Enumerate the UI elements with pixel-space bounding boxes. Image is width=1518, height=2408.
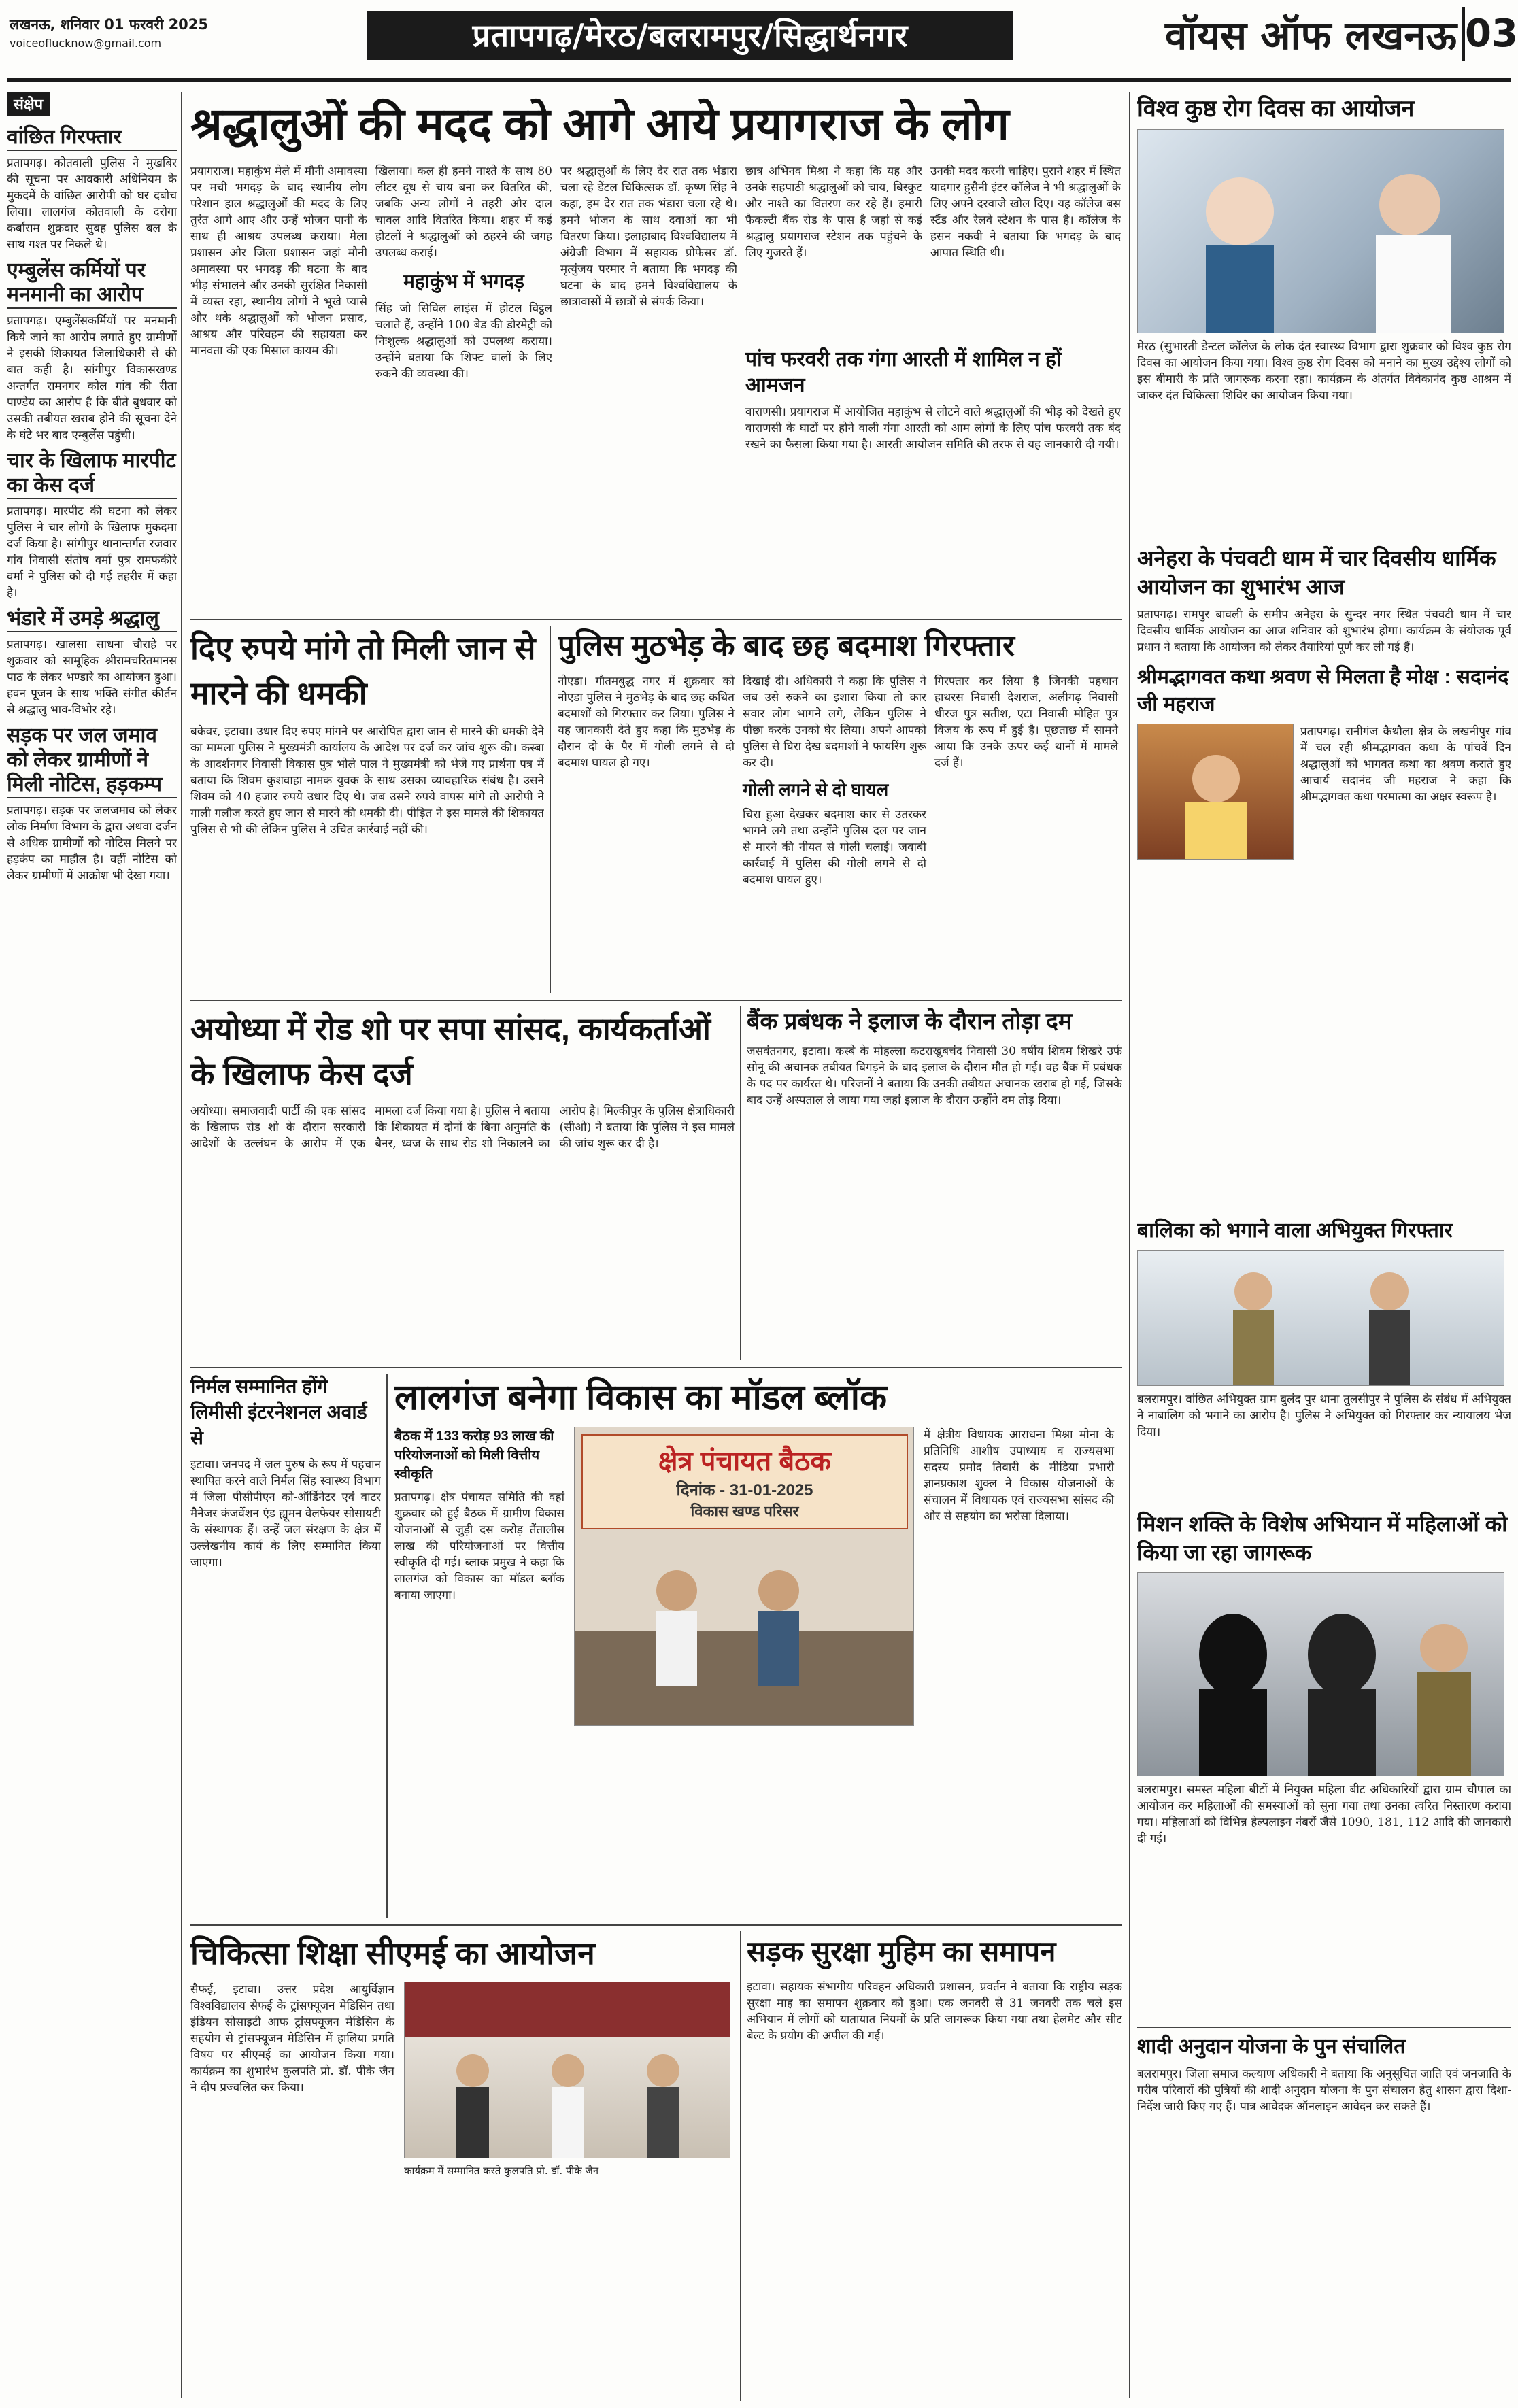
leprosy-story bbox=[1137, 94, 1511, 536]
leprosy-photo bbox=[1137, 129, 1504, 333]
arrest-body: बलरामपुर। वांछित अभियुक्त ग्राम बुलंद पुर थाना तुलसीपुर ने पुलिस के संबंध में अभियुक्त ने नाबालिग को भगाने का आरोप है। पुलिस ने अभियुक्त को गिरफ्तार कर न्यायालय भेज दिया। bbox=[1137, 1393, 1511, 1439]
threat-headline: दिए रुपये मांगे तो मिली जान से मारने की धमकी bbox=[190, 630, 536, 711]
bank-story bbox=[747, 1006, 1122, 1360]
ayodhya-story bbox=[190, 1006, 735, 1360]
lalganj-story bbox=[394, 1374, 1122, 1918]
lead-subhead: महाकुंभ में भगदड़ bbox=[403, 271, 524, 292]
brief-title: भंडारे में उमड़े श्रद्धालु bbox=[7, 607, 177, 632]
brief-body: प्रतापगढ़। कोतवाली पुलिस ने मुखबिर की सूचना पर आवकारी अधिनियम के मुकदमें के वांछित आरोपी को घर दबोच लिया। लालगंज कोतवाली के दरोगा कर्बाराम शुक्रवार सुबह पुलिस बल के साथ गश्त पर निकले थे। bbox=[7, 156, 177, 252]
ayodhya-headline: अयोध्या में रोड शो पर सपा सांसद, कार्यकर्ताओं के खिलाफ केस दर्ज bbox=[190, 1011, 711, 1091]
lead-col-3: पर श्रद्धालुओं के लिए देर रात तक भंडारा चला रहे डेंटल चिकित्सक डॉ. कृष्ण सिंह ने कहा, हम देर रात तक भंडारा चला रहे थे। हमने भोजन के साथ दवाओं का भी वितरण किया। इलाहाबाद विश्वविद्यालय में अंग्रेजी विभाग में सहायक प्रोफेसर डॉ. मृत्युंजय परमार ने बताया कि भगदड़ की घटना के बाद हमने विश्वविद्यालय के छात्रावासों में छात्रों से संपर्क किया। bbox=[560, 165, 737, 309]
section-cities: प्रतापगढ़/मेरठ/बलरामपुर/सिद्धार्थनगर bbox=[367, 11, 1013, 60]
arrest-headline: बालिका को भगाने वाला अभियुक्त गिरफ्तार bbox=[1137, 1219, 1453, 1242]
contact-email: voiceoflucknow@gmail.com bbox=[10, 37, 162, 50]
lead-sub-body: वाराणसी। प्रयागराज में आयोजित महाकुंभ से लौटने वाले श्रद्धालुओं की भीड़ को देखते हुए वाराणसी के घाटों पर होने वाली गंगा आरती को आम लोगों के लिए पांच फरवरी तक बंद रखने का फैसला किया गया है। आरती आयोजन समिति की तरफ से यह जानकारी दी गयी। bbox=[745, 405, 1121, 452]
lead-sub-headline: पांच फरवरी तक गंगा आरती में शामिल न हों आमजन bbox=[745, 348, 1062, 396]
bank-headline: बैंक प्रबंधक ने इलाज के दौरान तोड़ा दम bbox=[747, 1008, 1073, 1034]
lead-headline: श्रद्धालुओं की मदद को आगे आये प्रयागराज के लोग bbox=[190, 99, 1009, 149]
medical-body: सैफई, इटावा। उत्तर प्रदेश आयुर्विज्ञान विश्वविद्यालय सैफई के ट्रांसफ्यूजन मेडिसिन तथा इंडियन सोसाइटी आफ ट्रांसफ्यूजन मेडिसिन के सहयोग से ट्रांसफ्यूजन मेडिसिन में हालिया प्रगति विषय पर सीएमई का आयोजन किया गया। कार्यक्रम का शुभारंभ कुलपति प्रो. डॉ. पीके जैन ने दीप प्रज्वलित कर किया। bbox=[190, 1983, 394, 2095]
lalganj-caption: बैठक में 133 करोड़ 93 लाख की परियोजनाओं को मिली वित्तीय स्वीकृति bbox=[394, 1429, 554, 1482]
award-story bbox=[190, 1374, 381, 1918]
masthead bbox=[7, 5, 1518, 82]
medical-headline: चिकित्सा शिक्षा सीएमई का आयोजन bbox=[190, 1935, 595, 1971]
medical-story bbox=[190, 1931, 735, 2401]
kathavachak-illustration bbox=[1138, 724, 1294, 860]
lead-col-4: छात्र अभिनव मिश्रा ने कहा कि यह और उनके सहपाठी श्रद्धालुओं को चाय, बिस्कुट और नाश्ते का वितरण कर रहे हैं। हमारी फैकल्टी बैंक रोड के पास है जहां से कई श्रद्धालु प्रयागराज स्टेशन तक पहुंचने के लिए गुजरते हैं। bbox=[745, 165, 922, 260]
women-story bbox=[1137, 1510, 1511, 2020]
lead-col-5: उनकी मदद करनी चाहिए। पुराने शहर में स्थित यादगार हुसैनी इंटर कॉलेज ने भी श्रद्धालुओं के लिए अपने दरवाजे खोल दिए। यह कॉलेज बस स्टैंड और रेलवे स्टेशन के पास है। कॉलेज के हसन नकवी ने बताया कि भगदड़ के बाद आपात स्थिति थी। bbox=[930, 165, 1121, 260]
women-photo bbox=[1137, 1572, 1504, 1776]
banner-date: दिनांक - 31-01-2025 bbox=[676, 1481, 813, 1499]
road-story bbox=[747, 1931, 1122, 2401]
banner-sub: विकास खण्ड परिसर bbox=[690, 1503, 799, 1520]
encounter-body-1: नोएडा। गौतमबुद्ध नगर में शुक्रवार को नोएडा पुलिस ने मुठभेड़ के बाद छह कथित बदमाशों को गिरफ्तार कर लिया। पुलिस ने यह जानकारी देते हुए कहा कि मुठभेड़ के दौरान दो के पैर में गोली लगने से दो बदमाश घायल हो गए। bbox=[558, 675, 735, 770]
brief-title: वांछित गिरफ्तार bbox=[7, 125, 177, 151]
brief-title: चार के खिलाफ मारपीट का केस दर्ज bbox=[7, 449, 177, 499]
lead-sub-story bbox=[745, 347, 1121, 612]
lalganj-body-1: प्रतापगढ़। क्षेत्र पंचायत समिति की वहां शुक्रवार को हुई बैठक में ग्रामीण विकास योजनाओं से जुड़ी दस करोड़ तैंतालीस लाख की परियोजनाओं पर वित्तीय स्वीकृति दी गई। ब्लाक प्रमुख ने कहा कि लालगंज को विकास का मॉडल ब्लॉक बनाया जाएगा। bbox=[394, 1491, 564, 1602]
lead-col-2 bbox=[375, 163, 552, 612]
encounter-body-2: दिखाई दी। अधिकारी ने कहा कि पुलिस ने जब उसे रुकने का इशारा किया तो कार सवार लोग भागने लगे, लेकिन पुलिस ने पीछा करके उनको घेर लिया। अपने आपको पुलिस से घिरा देख बदमाशों ने फायरिंग शुरू कर दी। bbox=[743, 675, 926, 770]
ayodhya-body: अयोध्या। समाजवादी पार्टी की एक सांसद के खिलाफ रोड शो के दौरान सरकारी आदेशों के उल्लंघन के आरोप में एक मामला दर्ज किया गया है। पुलिस ने बताया कि शिकायत में दोनों के बिना अनुमति के बैनर, ध्वज के साथ रोड शो निकालने का आरोप है। मिल्कीपुर के पुलिस क्षेत्राधिकारी (सीओ) ने बताया कि पुलिस ने इस मामले की जांच शुरू कर दी है। bbox=[190, 1104, 735, 1151]
brief-body: प्रतापगढ़। सड़क पर जलजमाव को लेकर लोक निर्माण विभाग के द्वारा अथवा दर्जन से अधिक ग्रामीणों को नोटिस मिलने पर हड़कंप का माहौल है। वहीं नोटिस को लेकर ग्रामीणों में आक्रोश भी देखा गया। bbox=[7, 804, 177, 883]
lalganj-headline: लालगंज बनेगा विकास का मॉडल ब्लॉक bbox=[394, 1378, 888, 1417]
brief-body: प्रतापगढ़। मारपीट की घटना को लेकर पुलिस ने चार लोगों के खिलाफ मुकदमा दर्ज किया है। सांगीपुर थानान्तर्गत रजवार गांव निवासी संतोष वर्मा पुत्र रामफकीरे वर्मा ने पुलिस को दी गई तहरीर में कहा है। bbox=[7, 505, 177, 600]
marriage-body: बलरामपुर। जिला समाज कल्याण अधिकारी ने बताया कि अनुसूचित जाति एवं जनजाति के गरीब परिवारों की पुत्रियों की शादी अनुदान योजना के पुन संचालन हेतु शासन द्वारा दिशा-निर्देश जारी किए गए हैं। पात्र आवेदक ऑनलाइन आवेदन कर सकते हैं। bbox=[1137, 2067, 1511, 2114]
bank-body: जसवंतनगर, इटावा। कस्बे के मोहल्ला कटराखुबचंद निवासी 30 वर्षीय शिवम शिखरे उर्फ सोनू की अचानक तबीयत बिगड़ने के बाद इलाज के दौरान मौत हो गई। वह बैंक में प्रबंधक के पद पर कार्यरत थे। परिजनों ने बताया कि उनकी तबीयत अचानक खराब हो गई, जिसके बाद उन्हें अस्पताल ले जाया गया जहां इलाज के दौरान उन्होंने दम तोड़ दिया। bbox=[747, 1045, 1122, 1107]
brief-body: प्रतापगढ़। खालसा साधना चौराहे पर शुक्रवार को सामूहिक श्रीरामचरितमानस पाठ के लेकर भण्डारे का आयोजन हुआ। हवन पूजन के साथ भक्ति संगीत कीर्तन से श्रद्धालु भाव-विभोर रहे। bbox=[7, 638, 177, 717]
lead-col-2b-text: सिंह जो सिविल लाइंस में होटल विट्ठल चलाते हैं, उन्होंने 100 बेड की डोरमेट्री को निःशुल्क श्रद्धालुओं को उपलब्ध कराया। उन्होंने बताया कि शिफ्ट वालों के लिए रुकने की व्यवस्था की। bbox=[375, 302, 552, 381]
road-body: इटावा। सहायक संभागीय परिवहन अधिकारी प्रशासन, प्रवर्तन ने बताया कि राष्ट्रीय सड़क सुरक्षा माह का समापन शुक्रवार को हुआ। एक जनवरी से 31 जनवरी तक चले इस अभियान में लोगों को यातायात नियमों के प्रति जागरूक किया गया तथा हेलमेट और सीट बेल्ट के प्रयोग की अपील की गई। bbox=[747, 1980, 1122, 2043]
brief-title: सड़क पर जल जमाव को लेकर ग्रामीणों ने मिली नोटिस, हड़कम्प bbox=[7, 724, 177, 798]
brief-body: प्रतापगढ़। एम्बुलेंसकर्मियों पर मनमानी किये जाने का आरोप लगाते हुए ग्रामीणों ने इसकी शिकायत जिलाधिकारी से की बात कही है। सांगीपुर विकासखण्ड अन्तर्गत रामनगर कोल गांव की रीता पाण्डेय का आरोप है कि बीते बुधवार को उसकी तबीयत खराब होने की सूचना देने के घंटे भर बाद एम्बुलेंस पहुंची। bbox=[7, 314, 177, 442]
award-headline: निर्मल सम्मानित होंगे लिमीसी इंटरनेशनल अवार्ड से bbox=[190, 1376, 367, 1448]
brief-title: एम्बुलेंस कर्मियों पर मनमानी का आरोप bbox=[7, 258, 177, 309]
encounter-headline: पुलिस मुठभेड़ के बाद छह बदमाश गिरफ्तार bbox=[558, 629, 1015, 662]
arrest-photo bbox=[1137, 1250, 1504, 1386]
clinic-illustration bbox=[1138, 130, 1504, 333]
threat-story bbox=[190, 626, 544, 993]
marriage-headline: शादी अनुदान योजना के पुन संचालित bbox=[1137, 2027, 1511, 2061]
police-illustration bbox=[1138, 1251, 1504, 1386]
page-number: 03 bbox=[1462, 7, 1511, 61]
encounter-body-3: गिरफ्तार कर लिया है जिनकी पहचान हाथरस निवासी देशराज, अलीगढ़ निवासी धीरज पुत्र सतीश, एटा निवासी मोहित पुत्र विजय के रूप में हुई है। पूछताछ में सामने आया कि उनके ऊपर कई थानों में मामले दर्ज हैं। bbox=[934, 675, 1118, 770]
religious-headline: अनेहरा के पंचवटी धाम में चार दिवसीय धार्मिक आयोजन का शुभारंभ आज bbox=[1137, 546, 1496, 599]
encounter-sub-body: चिरा हुआ देखकर बदमाश कार से उतरकर भागने लगे तथा उन्होंने पुलिस दल पर जान से मारने की नीयत से गोली चलाई। जवाबी कार्रवाई में पुलिस की गोली लगने से दो बदमाश घायल हुए। bbox=[743, 808, 926, 887]
bhagwat-body: प्रतापगढ़। रानीगंज कैथौला क्षेत्र के लखनीपुर गांव में चल रही श्रीमद्भागवत कथा के पांचवें दिन श्रद्धालुओं को भागवत कथा का श्रवण कराते हुए आचार्य सदानंद जी महराज ने कहा कि श्रीमद्भागवत कथा परमात्मा का अक्षर स्वरूप है। bbox=[1300, 725, 1511, 804]
marriage-story bbox=[1137, 2027, 1511, 2401]
encounter-story bbox=[558, 626, 1122, 993]
women-headline: मिशन शक्ति के विशेष अभियान में महिलाओं को किया जा रहा जागरूक bbox=[1137, 1512, 1508, 1565]
lalganj-body-2: में क्षेत्रीय विधायक आराधना मिश्रा मोना के प्रतिनिधि आशीष उपाध्याय व राज्यसभा सदस्य प्रमोद तिवारी के मीडिया प्रभारी ज्ञानप्रकाश शुक्ल ने विकास योजनाओं के संचालन में विधायक एवं राज्यसभा सांसद की ओर से सहयोग का भरोसा दिलाया। bbox=[924, 1428, 1114, 1523]
threat-body: बकेवर, इटावा। उधार दिए रुपए मांगने पर आरोपित द्वारा जान से मारने की धमकी देने का मामला पुलिस ने मुख्यमंत्री कार्यालय के आदेश पर दर्ज कर जांच शुरू की। कस्बा के आदर्शनगर निवासी विकास पुत्र भोले पाल ने मुख्यमंत्री को भेजे गए प्रार्थना पत्र में बताया कि शिवम कुशवाहा नामक युवक के साथ उसका व्यावहारिक संबंध है। उसने शिवम को 40 हजार रुपये उधार दिए थे। जब उसने रुपये वापस मांगे तो आरोपी ने गाली गलौज करते हुए जान से मारने की धमकी दी। पीड़ित ने इस मामले की शिकायत पुलिस से भी की लेकिन पुलिस ने उचित कार्रवाई नहीं की। bbox=[190, 725, 544, 836]
religious-story bbox=[1137, 544, 1511, 1210]
medical-caption: कार्यक्रम में सम्मानित करते कुलपति प्रो. डॉ. पीके जैन bbox=[404, 2165, 599, 2177]
leprosy-body: मेरठ (सुभारती डेन्टल कॉलेज के लोक दंत स्वास्थ्य विभाग द्वारा शुक्रवार को विश्व कुष्ठ रोग दिवस का आयोजन किया गया। विश्व कुष्ठ रोग दिवस को मनाने का मुख्य उद्देश्य लोगों को इस बीमारी के प्रति जागरूक करना रहा। कार्यक्रम के अंतर्गत विवेकानंद कुष्ठ आश्रम में जाकर दंत चिकित्सा शिविर का आयोजन किया गया। bbox=[1137, 340, 1511, 403]
bhagwat-photo bbox=[1137, 724, 1294, 860]
award-body: इटावा। जनपद में जल पुरुष के रूप में पहचान स्थापित करने वाले निर्मल सिंह स्वास्थ्य विभाग में जिला पीसीपीएन को-ऑर्डिनेटर एवं वाटर मैनेजर कंजर्वेशन एंड ह्यूमन वेलफेयर सोसायटी के संस्थापक हैं। उन्हें जल संरक्षण के क्षेत्र में उल्लेखनीय कार्य के लिए सम्मानित किया जाएगा। bbox=[190, 1458, 381, 1570]
lalganj-photo bbox=[574, 1427, 914, 1726]
brief-column bbox=[7, 92, 177, 2398]
medical-photo bbox=[404, 1982, 730, 2158]
road-headline: सड़क सुरक्षा मुहिम का समापन bbox=[747, 1935, 1056, 1967]
conference-illustration bbox=[405, 1982, 730, 2158]
women-illustration bbox=[1138, 1573, 1504, 1776]
women-body: बलरामपुर। समस्त महिला बीटों में नियुक्त महिला बीट अधिकारियों द्वारा ग्राम चौपाल का आयोजन कर महिलाओं की समस्याओं को सुना गया तथा उनका त्वरित निस्तारण कराया गया। महिलाओं को विभिन्न हेल्पलाइन नंबरों जैसे 1090, 181, 112 आदि की जानकारी दी गई। bbox=[1137, 1783, 1511, 1846]
leprosy-headline: विश्व कुष्ठ रोग दिवस का आयोजन bbox=[1137, 96, 1415, 122]
encounter-subhead: गोली लगने से दो घायल bbox=[743, 779, 889, 800]
meeting-illustration bbox=[575, 1427, 914, 1726]
lead-col-2-text: खिलाया। कल ही हमने नाश्ते के साथ 80 लीटर दूध से चाय बना कर वितरित की, जबकि अन्य लोगों ने तहरी और दाल चावल आदि वितरित किया। शहर में कई होटलों ने श्रद्धालुओं को ठहरने की जगह उपलब्ध कराई। bbox=[375, 165, 552, 260]
lead-col-1: प्रयागराज। महाकुंभ मेले में मौनी अमावस्या पर मची भगदड़ के बाद स्थानीय लोग परेशान हाल श्रद्धालुओं की मदद के लिए तुरंत आगे आए और उन्हें भोजन पानी के साथ ही आश्रय उपलब्ध कराया। मेला प्रशासन और जिला प्रशासन जहां मौनी अमावस्या पर भगदड़ की घटना के बाद भीड़ संभालने और उनकी सुरक्षित निकासी में व्यस्त रहा, स्थानीय लोगों ने भूखे प्यासे और थके श्रद्धालुओं को भोजन प्रसाद, आश्रय और परिवहन की सहायता कर मानवता की एक मिसाल कायम की। bbox=[190, 165, 367, 358]
bhagwat-headline: श्रीमद्भागवत कथा श्रवण से मिलता है मोक्ष : सदानंद जी महराज bbox=[1137, 666, 1509, 715]
newspaper-brand: वॉयस ऑफ लखनऊ bbox=[1164, 12, 1457, 58]
issue-date: लखनऊ, शनिवार 01 फरवरी 2025 bbox=[10, 16, 209, 33]
arrest-story bbox=[1137, 1217, 1511, 1503]
religious-body: प्रतापगढ़। रामपुर बावली के समीप अनेहरा के सुन्दर नगर स्थित पंचवटी धाम में चार दिवसीय धार्मिक आयोजन का आज शनिवार को शुभारंभ होगा। कार्यक्रम के संयोजक पूर्व प्रधान ने बताया कि आयोजन को लेकर तैयारियां पूर्ण कर ली गई हैं। bbox=[1137, 608, 1511, 654]
banner-title: क्षेत्र पंचायत बैठक bbox=[658, 1446, 832, 1476]
brief-tag: संक्षेप bbox=[7, 92, 50, 116]
